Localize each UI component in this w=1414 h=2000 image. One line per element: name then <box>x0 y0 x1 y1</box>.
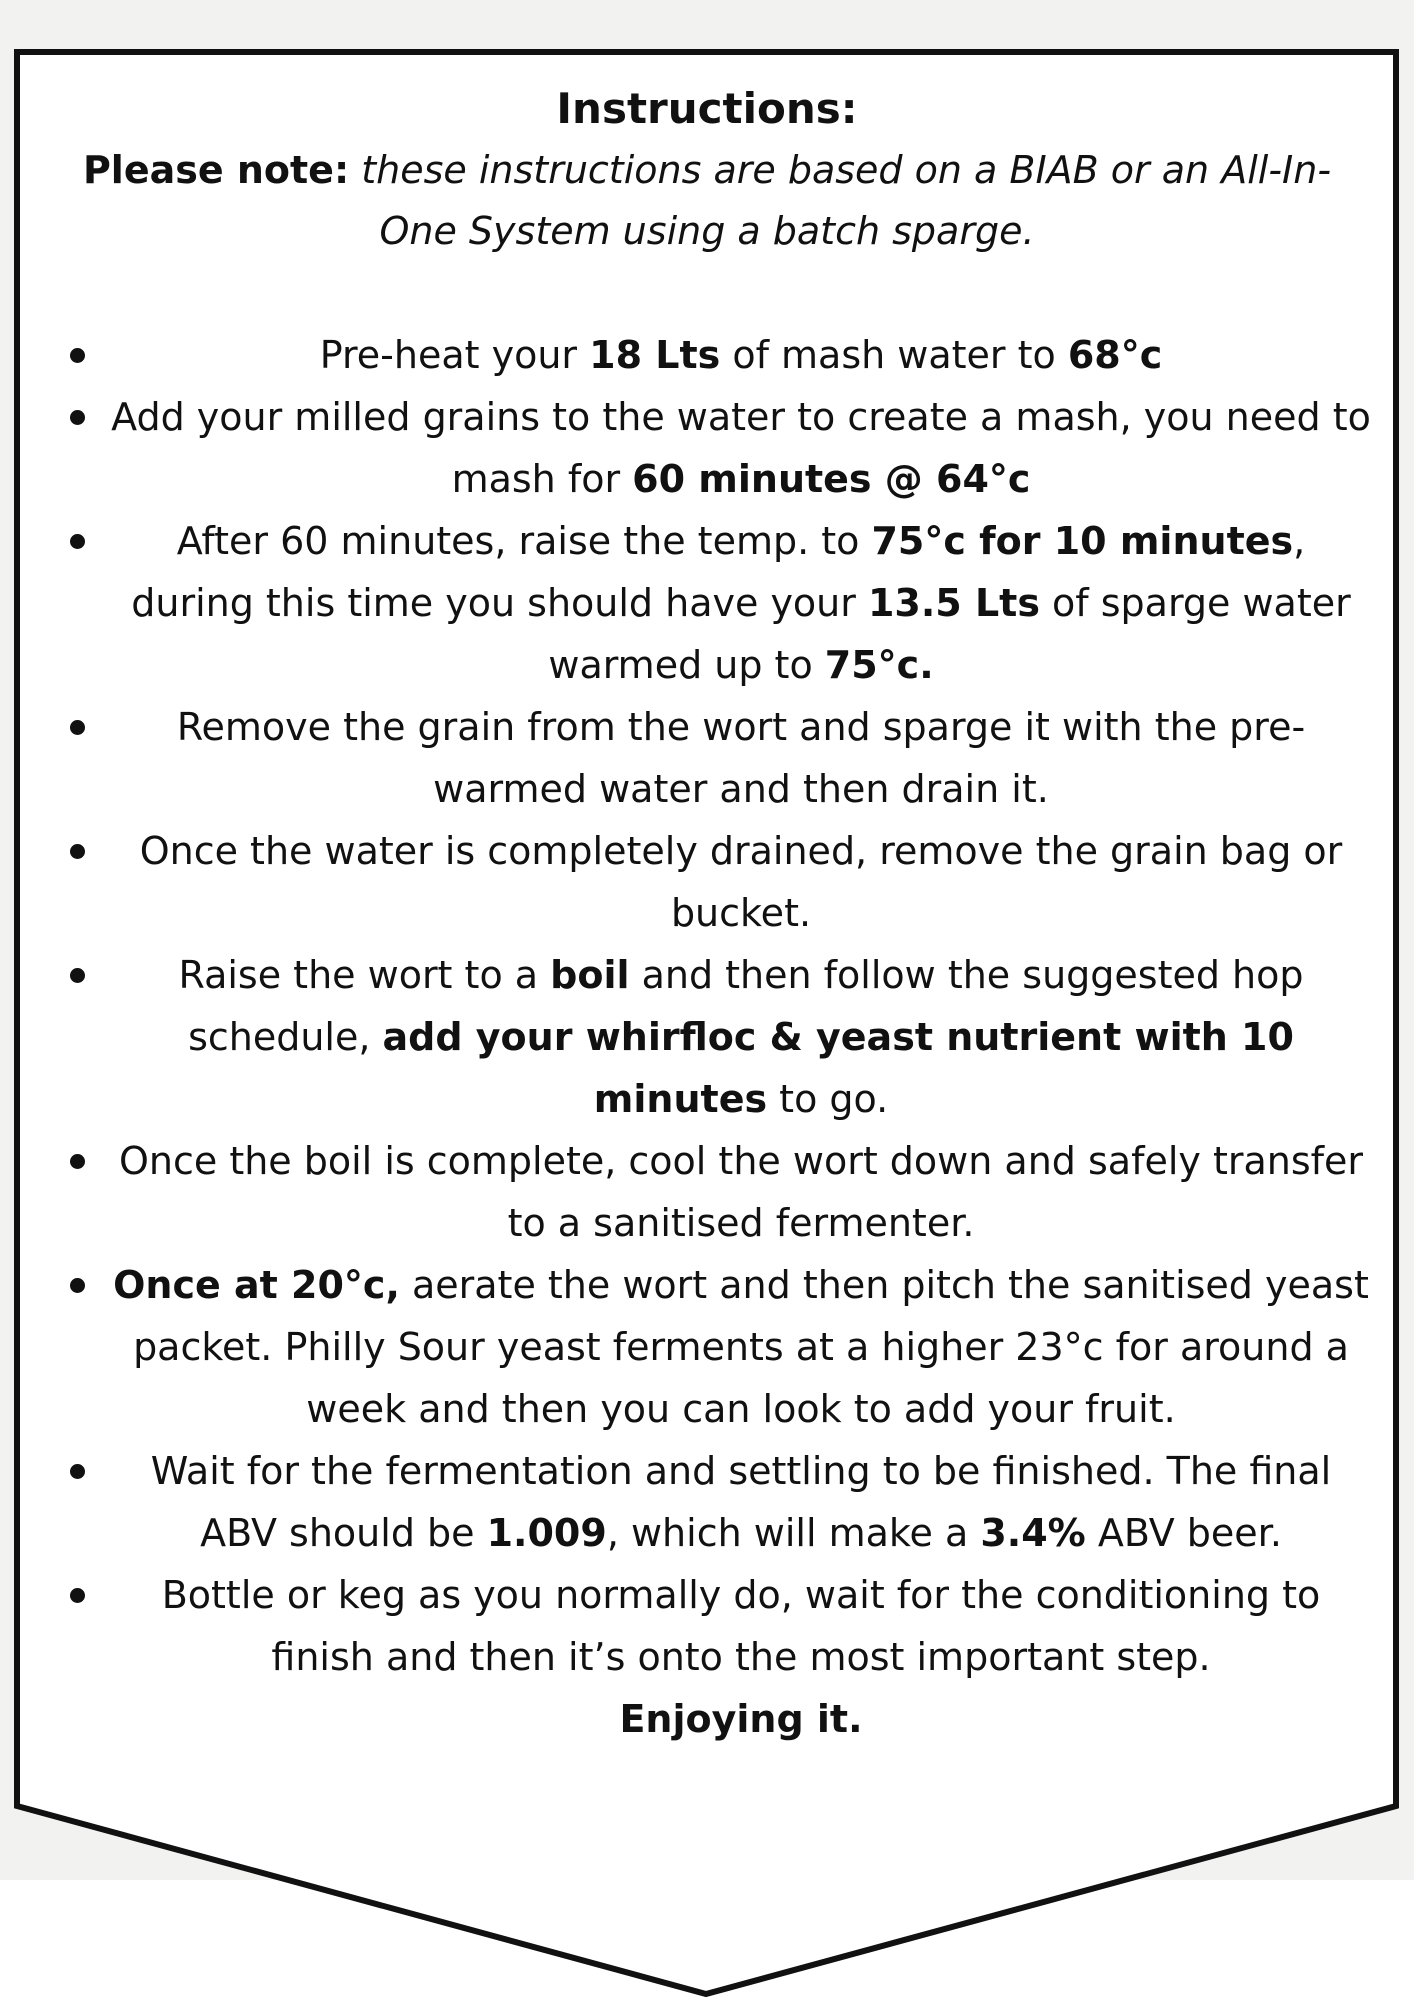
step-text: Once the water is completely drained, remove the grain bag or bucket. <box>139 829 1343 935</box>
bullet-icon <box>70 410 85 425</box>
bullet-icon <box>70 348 85 363</box>
step-text: After 60 minutes, raise the temp. to <box>176 519 872 563</box>
bullet-icon <box>70 1278 85 1293</box>
instruction-step <box>30 1440 1384 1564</box>
bullet-icon <box>70 844 85 859</box>
step-text: , during this time you should have your <box>131 519 1306 625</box>
bullet-icon <box>70 534 85 549</box>
instruction-step <box>30 1130 1384 1254</box>
instruction-step <box>30 324 1384 386</box>
step-text: to go. <box>767 1077 889 1121</box>
instruction-steps-list <box>30 324 1384 1750</box>
step-emphasis: 3.4% <box>980 1511 1086 1555</box>
step-emphasis: 13.5 Lts <box>867 581 1040 625</box>
step-emphasis: add your whirfloc & yeast nutrient with 10 minutes <box>382 1015 1294 1121</box>
step-text: aerate the wort and then pitch the sanitised yeast packet. Philly Sour yeast ferments at a higher 23°c for around a week and then you can look to add your fruit. <box>133 1263 1369 1431</box>
instruction-step <box>30 1564 1384 1750</box>
step-emphasis: 60 minutes @ 64°c <box>632 457 1031 501</box>
step-emphasis: 68°c <box>1067 333 1163 377</box>
step-text: and then follow the suggested hop schedule, <box>188 953 1304 1059</box>
step-text: Once the boil is complete, cool the wort down and safely transfer to a sanitised fermenter. <box>118 1139 1364 1245</box>
bullet-icon <box>70 1588 85 1603</box>
bullet-icon <box>70 1154 85 1169</box>
step-emphasis: Once at 20°c, <box>113 1263 400 1307</box>
note-lead: Please note: <box>82 148 350 192</box>
step-text: Remove the grain from the wort and sparge it with the pre-warmed water and then drain it. <box>176 705 1306 811</box>
step-emphasis: 75°c. <box>824 643 934 687</box>
step-text: Wait for the fermentation and settling to be finished. The final ABV should be <box>150 1449 1332 1555</box>
step-text: ABV beer. <box>1085 1511 1282 1555</box>
bullet-icon <box>70 968 85 983</box>
step-text: of mash water to <box>720 333 1068 377</box>
step-emphasis: 1.009 <box>486 1511 607 1555</box>
instruction-step <box>30 510 1384 696</box>
closing-text: Enjoying it. <box>619 1697 863 1741</box>
note-text: these instructions are based on a BIAB or an All-In-One System using a batch sparge. <box>349 148 1332 253</box>
instruction-step <box>30 1254 1384 1440</box>
step-text: Add your milled grains to the water to create a mash, you need to mash for <box>111 395 1371 501</box>
bullet-icon <box>70 720 85 735</box>
bullet-icon <box>70 1464 85 1479</box>
step-text: , which will make a <box>606 1511 981 1555</box>
step-text: Bottle or keg as you normally do, wait for the conditioning to finish and then it’s onto the most important step. <box>161 1573 1321 1679</box>
step-text: Pre-heat your <box>319 333 590 377</box>
instructions-heading: Instructions: <box>556 84 858 133</box>
note-paragraph <box>50 140 1364 262</box>
instructions-panel <box>30 78 1384 1750</box>
instruction-step <box>30 696 1384 820</box>
instruction-step <box>30 386 1384 510</box>
step-emphasis: boil <box>550 953 630 997</box>
step-text: Raise the wort to a <box>178 953 551 997</box>
instruction-step <box>30 820 1384 944</box>
step-emphasis: 75°c for 10 minutes <box>871 519 1294 563</box>
instruction-step <box>30 944 1384 1130</box>
step-emphasis: 18 Lts <box>589 333 721 377</box>
step-text: of sparge water warmed up to <box>548 581 1351 687</box>
